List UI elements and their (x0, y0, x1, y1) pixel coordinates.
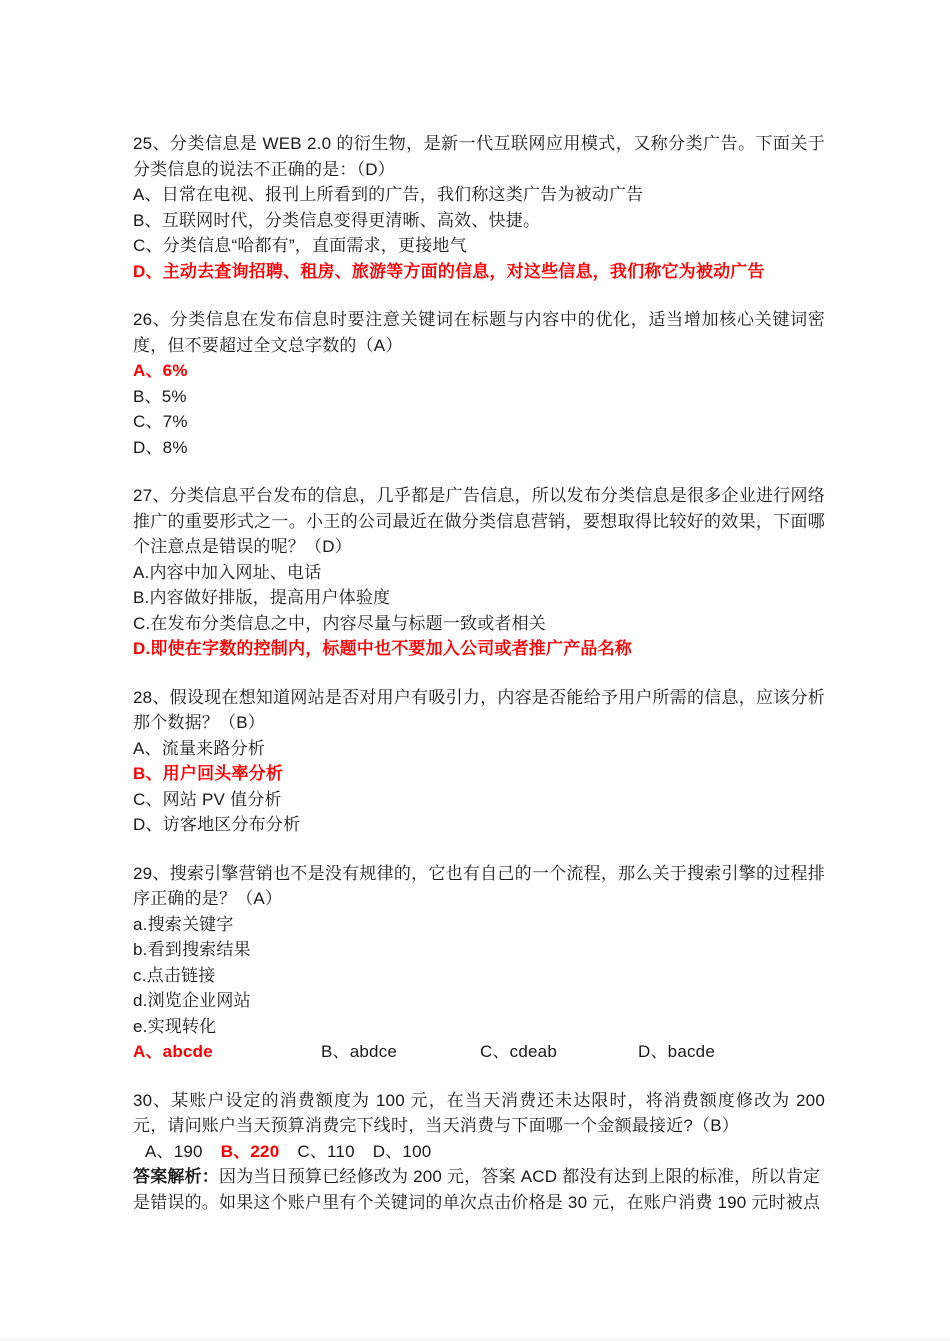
question-29-step-a: a.搜索关键字 (133, 914, 234, 934)
question-25-option-a: A、日常在电视、报刊上所看到的广告，我们称这类广告为被动广告 (133, 185, 644, 204)
question-27 (133, 483, 825, 662)
question-30 (133, 1088, 825, 1216)
question-26-option-a-answer: A、6% (133, 361, 188, 380)
question-26-option-d: D、8% (133, 437, 188, 457)
question-25-option-b: B、互联网时代，分类信息变得更清晰、高效、快捷。 (133, 210, 541, 230)
question-27-stem: 27、分类信息平台发布的信息，几乎都是广告信息，所以发布分类信息是很多企业进行网络推广的重要形式之一。小王的公司最近在做分类信息营销，要想取得比较好的效果，下面哪个注意点是错误的呢？（D） (133, 486, 825, 556)
question-30-choice-b-answer: B、220 (220, 1141, 280, 1161)
question-30-choice-c: C、110 (297, 1141, 355, 1161)
question-28-option-d: D、访客地区分布分析 (133, 815, 301, 834)
question-30-choice-a: A、190 (145, 1141, 203, 1161)
explanation-label: 答案解析： (133, 1167, 219, 1186)
question-30-choice-d: D、100 (372, 1141, 432, 1161)
question-29-step-b: b.看到搜索结果 (133, 940, 251, 959)
question-29-choice-c: C、cdeab (480, 1042, 557, 1061)
question-25-option-c: C、分类信息“哈都有”，直面需求，更接地气 (133, 236, 467, 255)
question-30-explanation-line1 (133, 1164, 825, 1190)
question-29-step-e: e.实现转化 (133, 1016, 217, 1036)
question-30-explanation-line2: 是错误的。如果这个账户里有个关键词的单次点击价格是 30 元，在账户消费 190 元时被点 (133, 1192, 821, 1212)
question-26-option-c: C、7% (133, 412, 188, 431)
question-29-stem: 29、搜索引擎营销也不是没有规律的，它也有自己的一个流程，那么关于搜索引擎的过程排序正确的是？（A） (133, 863, 825, 908)
question-28-option-b-answer: B、用户回头率分析 (133, 764, 284, 783)
question-28-stem: 28、假设现在想知道网站是否对用户有吸引力，内容是否能给予用户所需的信息，应该分析那个数据？（B） (133, 687, 825, 732)
question-26 (133, 307, 825, 460)
question-26-stem: 26、分类信息在发布信息时要注意关键词在标题与内容中的优化，适当增加核心关键词密度，但不要超过全文总字数的（A） (133, 310, 825, 355)
question-27-option-b: B.内容做好排版，提高用户体验度 (133, 588, 391, 607)
explanation-text-1: 因为当日预算已经修改为 200 元，答案 ACD 都没有达到上限的标准，所以肯定 (219, 1167, 821, 1186)
question-28-option-a: A、流量来路分析 (133, 738, 265, 758)
question-29-step-d: d.浏览企业网站 (133, 991, 251, 1010)
question-29-choice-d: D、bacde (638, 1042, 715, 1061)
document-content (133, 131, 825, 1238)
question-25-option-d-answer: D、主动去查询招聘、租房、旅游等方面的信息，对这些信息，我们称它为被动广告 (133, 261, 765, 281)
question-28 (133, 685, 825, 838)
question-29-choice-a-answer: A、abcde (133, 1042, 213, 1061)
question-30-choice-row (133, 1139, 825, 1165)
question-25-stem: 25、分类信息是 WEB 2.0 的衍生物，是新一代互联网应用模式，又称分类广告。下面关于分类信息的说法不正确的是：（D） (133, 134, 825, 179)
question-27-option-c: C.在发布分类信息之中，内容尽量与标题一致或者相关 (133, 613, 546, 633)
question-29-choice-row (133, 1039, 825, 1065)
question-28-option-c: C、网站 PV 值分析 (133, 789, 282, 809)
question-27-option-a: A.内容中加入网址、电话 (133, 562, 322, 582)
question-29-choice-b: B、abdce (321, 1042, 398, 1061)
question-29 (133, 861, 825, 1065)
question-25 (133, 131, 825, 284)
question-29-step-c: c.点击链接 (133, 965, 216, 985)
question-26-option-b: B、5% (133, 386, 187, 406)
question-30-stem: 30、某账户设定的消费额度为 100 元，在当天消费还未达限时，将消费额度修改为 200 元，请问账户当天预算消费完下线时，当天消费与下面哪一个金额最接近?（B） (133, 1090, 825, 1135)
question-27-option-d-answer: D.即使在字数的控制内，标题中也不要加入公司或者推广产品名称 (133, 639, 632, 658)
